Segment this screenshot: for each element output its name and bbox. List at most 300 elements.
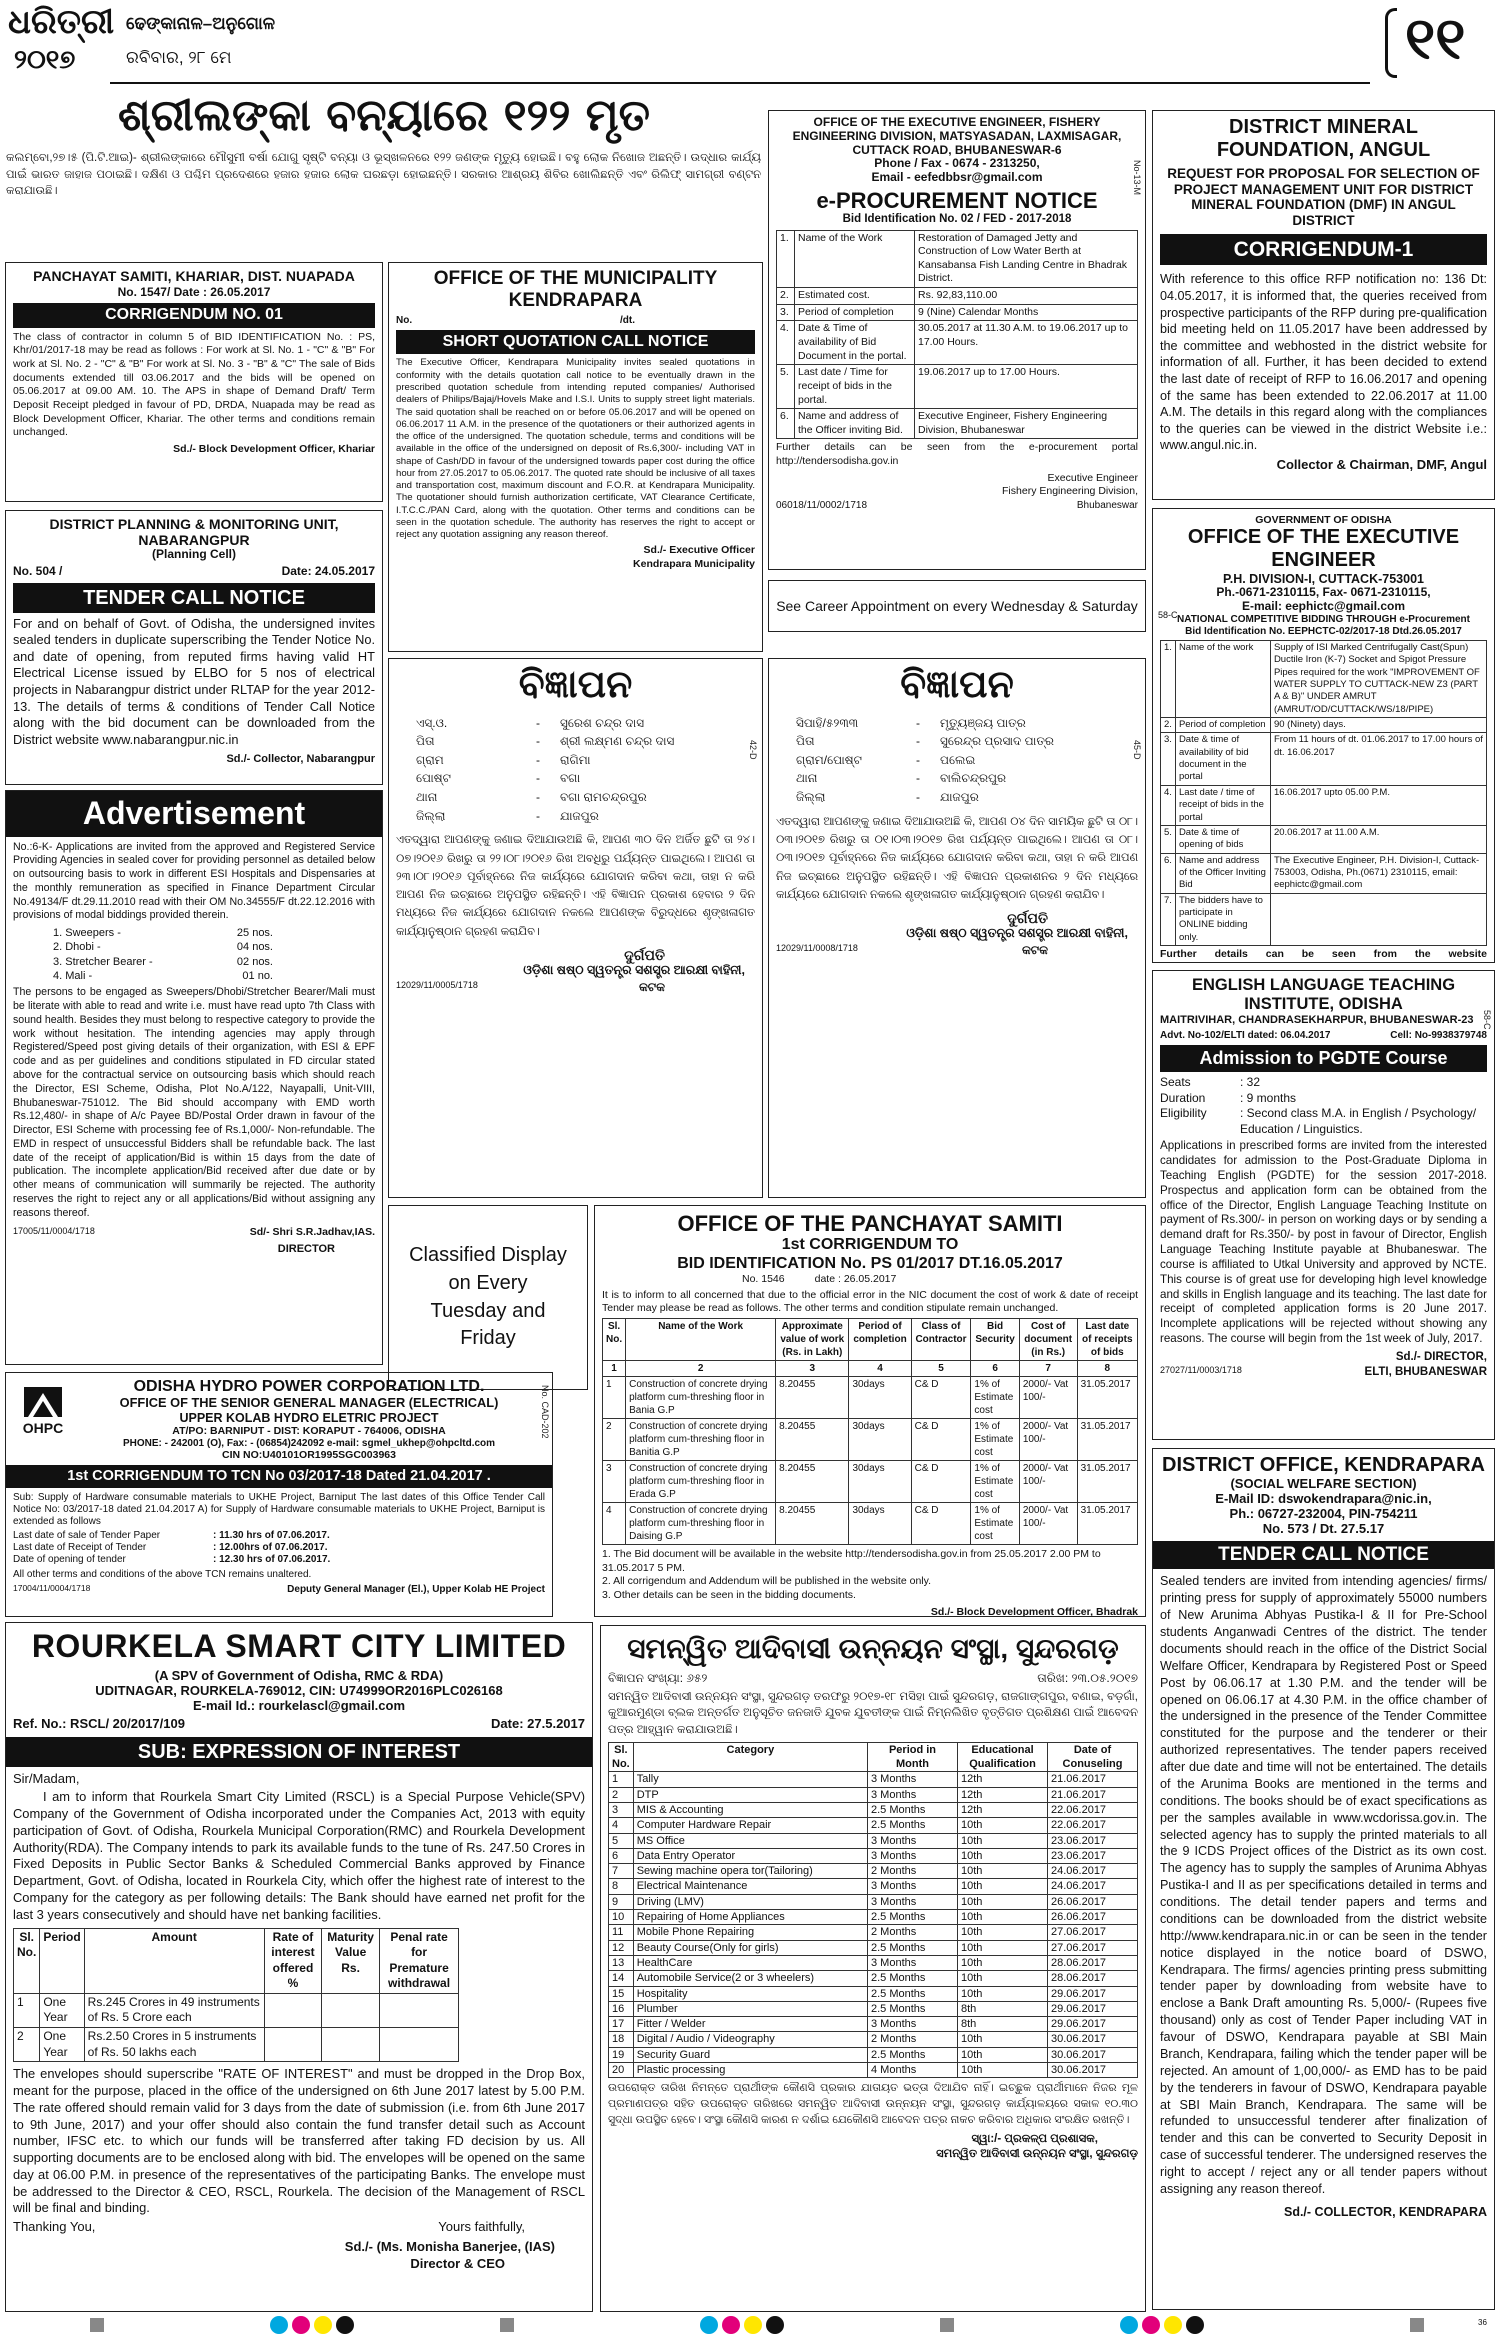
table-header-cell: Educational Qualification xyxy=(958,1742,1048,1772)
schedule-row xyxy=(13,1542,545,1554)
black-dot xyxy=(1186,2316,1204,2334)
ad-cin: CIN NO:U40101OR1995SGC003963 xyxy=(222,1449,396,1462)
ad-title: DISTRICT OFFICE, KENDRAPARA xyxy=(1162,1454,1485,1476)
table-cell: 5 xyxy=(609,1833,634,1848)
table-cell: 20.06.2017 at 11.00 A.M. xyxy=(1270,825,1486,853)
table-cell: 10th xyxy=(958,2032,1048,2047)
field-row xyxy=(416,807,755,826)
table-cell: 19 xyxy=(609,2047,634,2062)
table-row xyxy=(1161,893,1487,945)
table-row xyxy=(603,1503,1138,1545)
info-label: Duration xyxy=(1160,1090,1206,1105)
field-row xyxy=(416,788,755,807)
table-header-row xyxy=(609,1742,1138,1772)
table-row xyxy=(609,2001,1138,2016)
ad-signature: Sd./- (Ms. Monisha Banerjee, (IAS) xyxy=(344,2239,555,2255)
field-sep: - xyxy=(536,790,540,805)
table-cell: 1 xyxy=(14,1993,40,2027)
ad-address: MAITRIVIHAR, CHANDRASEKHARPUR, BHUBANESWAR-23 xyxy=(1160,1013,1474,1026)
ad-bar: TENDER CALL NOTICE xyxy=(13,583,375,613)
table-cell: 19.06.2017 up to 17.00 Hours. xyxy=(915,365,1138,409)
note-item: 1. The Bid document will be available in the website http://tendersodisha.gov.in from 25.05.2017 2.00 PM to 31.05.2017 5 PM. xyxy=(602,1548,1101,1574)
ad-table xyxy=(602,1318,1138,1545)
ad-signature: Sd./- Block Development Officer, Bhadrak xyxy=(930,1605,1138,1617)
note-item: 3. Other details can be seen in the bidding documents. xyxy=(602,1588,856,1601)
ad-email: Email - eefedbbsr@gmail.com xyxy=(871,170,1043,185)
field-value: ଶ୍ରୀ ଲକ୍ଷ୍ମଣ ଚନ୍ଦ୍ର ଦାସ xyxy=(560,734,675,749)
table-cell: 23.06.2017 xyxy=(1048,1848,1138,1863)
table-header-cell: 7 xyxy=(1019,1361,1077,1377)
ad-fishery-eprocurement xyxy=(768,110,1146,570)
table-cell: The bidders have to participate in ONLINE bidding only. xyxy=(1175,893,1270,945)
ad-subtitle: 1st CORRIGENDUM TO xyxy=(781,1236,959,1254)
table-cell: 29.06.2017 xyxy=(1048,1986,1138,2001)
table-cell: 2 xyxy=(603,1419,626,1461)
table-cell: Repairing of Home Appliances xyxy=(633,1910,867,1925)
ad-body: ସମନ୍ୱିତ ଆଦିବାସୀ ଉନ୍ନୟନ ସଂସ୍ଥା, ସୁନ୍ଦରଗଡ଼ ତରଫରୁ ୨୦୧୭-୧୮ ମସିହା ପାଇଁ ସୁନ୍ଦରଗଡ଼, ରାଜଗାଙ୍ଗପୁର, ବଣାଇ, ବଡ଼ଗାଁ, କୁଆରମୁଣ୍ଡା ବ୍ଲକ ଅନ୍ତର୍ଗତ ଅନୁସୂଚିତ ଜନଜାତି ଯୁବକ ଯୁବତୀଙ୍କ ପାଇଁ ନିମ୍ନଲିଖିତ ବୃତ୍ତିଗତ ପ୍ରଶିକ୍ଷଣ ପାଇଁ ଆବେଦନ ପତ୍ର ଆହ୍ୱାନ କରାଯାଉଅଛି। xyxy=(608,1690,1138,1737)
field-label: ଜିଲ୍ଲା xyxy=(796,790,826,805)
table-cell xyxy=(322,1993,380,2027)
table-row xyxy=(609,1802,1138,1817)
gray-swatch xyxy=(500,2318,514,2332)
table-cell: Digital / Audio / Videography xyxy=(633,2032,867,2047)
ad-signature: ଦୁର୍ଗପତି xyxy=(1007,910,1048,927)
info-label: Eligibility xyxy=(1160,1106,1207,1121)
table-header-cell: 3 xyxy=(776,1361,849,1377)
table-header-cell: Rate of interest offered % xyxy=(264,1928,322,1993)
field-sep: - xyxy=(916,715,920,730)
ad-advt-no: Advt. No-102/ELTI dated: 06.04.2017 xyxy=(1160,1029,1331,1041)
table-cell: 16.06.2017 upto 05.00 P.M. xyxy=(1270,785,1486,825)
table-row xyxy=(609,1971,1138,1986)
ad-body: Sub: Supply of Hardware consumable materials to UKHE Project, Barniput The last dates of this Office Tender Call Notice No: 03/2017-18 dated 21.04.2017 A) for Supply of Hardware consumable materials to UKHE Project, Barniput is extended as follows xyxy=(13,1491,545,1527)
table-cell: 31.05.2017 xyxy=(1077,1503,1137,1545)
field-value: ମୃତ୍ୟୁଞ୍ଜୟ ପାତ୍ର xyxy=(940,715,1026,730)
table-cell: DTP xyxy=(633,1787,867,1802)
table-header-cell: Sl. No. xyxy=(603,1319,626,1361)
field-label: ଜିଲ୍ଲା xyxy=(416,808,446,823)
ad-email: E-mail: eephictc@gmail.com xyxy=(1241,599,1406,614)
ad-address: UDITNAGAR, ROURKELA-769012, CIN: U74999OR2016PLC026168 xyxy=(95,1682,503,1698)
table-cell: 90 (Ninety) days. xyxy=(1270,718,1486,733)
magenta-dot xyxy=(292,2316,310,2334)
table-cell: 3 Months xyxy=(868,1787,958,1802)
masthead-rule xyxy=(110,82,1370,84)
ad-subtitle: (SOCIAL WELFARE SECTION) xyxy=(1230,1476,1417,1491)
table-cell: Plumber xyxy=(633,2001,867,2016)
ad-division: P.H. DIVISION-I, CUTTACK-753001 xyxy=(1223,572,1424,587)
table-cell: 10 xyxy=(609,1910,634,1925)
ad-ohpc-corrigendum xyxy=(5,1372,553,1617)
masthead xyxy=(0,0,1500,90)
ad-code: 27027/11/0003/1718 xyxy=(1160,1364,1242,1375)
field-value: ବାଲିଚନ୍ଦ୍ରପୁର xyxy=(940,771,1007,786)
ad-footer: Further details can be seen from the e-procurement portal http://tendersodisha.gov.in xyxy=(776,441,1138,468)
table-cell: 30days xyxy=(849,1461,911,1503)
table-row xyxy=(777,321,1138,365)
table-row xyxy=(777,365,1138,409)
ad-khariar-corrigendum xyxy=(5,262,383,502)
cyan-dot xyxy=(1120,2316,1138,2334)
ad-title: ସମନ୍ୱିତ ଆଦିବାସୀ ଉନ୍ନୟନ ସଂସ୍ଥା, ସୁନ୍ଦରଗଡ଼ xyxy=(627,1633,1119,1664)
year-label: ୨୦୧୭ xyxy=(14,44,76,74)
table-cell: MIS & Accounting xyxy=(633,1802,867,1817)
table-header-cell: Approximate value of work (Rs. in Lakh) xyxy=(776,1319,849,1361)
table-cell: 3. xyxy=(777,304,795,321)
news-story: କଲମ୍ବୋ,୨୭।୫ (ପି.ଟି.ଆଇ)- ଶ୍ରୀଲଙ୍କାରେ ମୌସୁମୀ ବର୍ଷା ଯୋଗୁ ସୃଷ୍ଟି ବନ୍ୟା ଓ ଭୂସ୍ଖଳନରେ ୧୨୨ ଜଣଙ୍କ ମୃତ୍ୟୁ ହୋଇଛି। ବହୁ ଲୋକ ନିଖୋଜ ଅଛନ୍ତି। ଉଦ୍ଧାର କାର୍ଯ୍ୟ ପାଇଁ ଭାରତ ଜାହାଜ ପଠାଇଛି। ଦକ୍ଷିଣ ଓ ପଶ୍ଚିମ ପ୍ରଦେଶରେ ହଜାର ହଜାର ଲୋକ ଘରଛଡ଼ା ହୋଇଛନ୍ତି। ସରକାର ଆଶ୍ରୟ ଶିବିର ଖୋଲିଛନ୍ତି ଏବଂ ରିଲିଫ୍ ସାମଗ୍ରୀ ବଣ୍ଟନ କରାଯାଉଛି। xyxy=(6,152,761,198)
table-cell: Rs.2.50 Crores in 5 instruments of Rs. 50 lakhs each xyxy=(84,2028,264,2062)
table-cell: 30days xyxy=(849,1377,911,1419)
ad-dswo-kendrapara xyxy=(1152,1448,1495,2310)
table-cell: 3 Months xyxy=(868,1894,958,1909)
schedule-label: Last date of Receipt of Tender xyxy=(13,1541,147,1553)
table-cell: 12 xyxy=(609,1940,634,1955)
ad-phone: Ph.-0671-2310115, Fax- 0671-2310115, xyxy=(1216,585,1431,600)
table-cell xyxy=(379,1993,458,2027)
table-cell: 2.5 Months xyxy=(868,1910,958,1925)
table-cell: 24.06.2017 xyxy=(1048,1864,1138,1879)
ad-fields xyxy=(416,714,755,826)
table-cell: MS Office xyxy=(633,1833,867,1848)
table-cell: 6. xyxy=(1161,853,1176,893)
table-cell: 20 xyxy=(609,2063,634,2078)
field-sep: - xyxy=(916,752,920,767)
table-cell: 8.20455 xyxy=(776,1419,849,1461)
ad-cell: (Planning Cell) xyxy=(152,547,236,562)
field-sep: - xyxy=(536,752,540,767)
ad-spv: (A SPV of Government of Odisha, RMC & RDA) xyxy=(154,1667,444,1683)
table-cell: 4. xyxy=(1161,785,1176,825)
table-row xyxy=(14,1993,459,2027)
table-cell: 31.05.2017 xyxy=(1077,1419,1137,1461)
field-value: ଯାଜପୁର xyxy=(940,790,979,805)
footer-mark: 36 xyxy=(1478,2318,1487,2327)
table-cell: C& D xyxy=(911,1503,971,1545)
table-cell: 13 xyxy=(609,1955,634,1970)
ad-rourkela-smart-city xyxy=(5,1622,593,2312)
table-header-cell: 2 xyxy=(626,1361,776,1377)
ad-ref-no: No. 504 / xyxy=(13,563,63,578)
ad-yours: Yours faithfully, xyxy=(438,2219,525,2235)
table-cell: 18 xyxy=(609,2032,634,2047)
table-cell: 23.06.2017 xyxy=(1048,1833,1138,1848)
table-header-cell: Last date of receipts of bids xyxy=(1077,1319,1137,1361)
table-cell: 5. xyxy=(1161,825,1176,853)
ad-body: The class of contractor in column 5 of BID IDENTIFICATION No. : PS, Khr/01/2017-18 may be read as follows : For work at Sl. No. 1 - "C" & "B" For work at Sl. No. 2 - "C" & "B" For work at Sl. No. 3 - "B" & "C" The sale of Bids documents extended till 03.06.2017 and the bids will be opened on 05.06.2017 at 09.00 AM. 10. The APS in shape of Demand Draft/ Term Deposit Receipt pledged in favour of PD, DRDA, Nuapada may be read as Block Development Officer, Khariar. The other terms and conditions remain unchanged. xyxy=(13,330,375,439)
ad-bar: CORRIGENDUM-1 xyxy=(1160,234,1487,265)
info-row xyxy=(1160,1091,1487,1107)
table-cell: 2.5 Months xyxy=(868,2001,958,2016)
table-cell: 2.5 Months xyxy=(868,1818,958,1833)
table-cell: Construction of concrete drying platform cum-threshing floor in Daising G.P xyxy=(626,1503,776,1545)
table-cell xyxy=(264,1993,322,2027)
table-cell: Name of the work xyxy=(1175,641,1270,718)
ad-signature-title: Director & CEO xyxy=(410,2255,505,2271)
table-cell: 21.06.2017 xyxy=(1048,1772,1138,1787)
ad-cell-no: Cell: No-9938379748 xyxy=(1390,1029,1487,1041)
ad-code: 06018/11/0002/1718 xyxy=(776,500,868,512)
table-row xyxy=(609,1894,1138,1909)
ad-heading: e-PROCUREMENT NOTICE xyxy=(816,187,1098,213)
ad-signature-office: ELTI, BHUBANESWAR xyxy=(1364,1365,1487,1378)
ad-signature-city: କଟକ xyxy=(638,979,665,994)
table-cell: Data Entry Operator xyxy=(633,1848,867,1863)
table-cell: 10th xyxy=(958,1955,1048,1970)
table-row xyxy=(777,230,1138,288)
table-row xyxy=(777,288,1138,305)
table-cell: Construction of concrete drying platform cum-threshing floor in Bania G.P xyxy=(626,1377,776,1419)
post-name: 3. Stretcher Bearer - xyxy=(53,955,153,968)
field-label: ଏସ୍.ଓ. xyxy=(416,715,448,730)
table-cell: 28.06.2017 xyxy=(1048,1971,1138,1986)
ad-ref: No. 1547/ Date : 26.05.2017 xyxy=(117,285,271,300)
post-name: 4. Mali - xyxy=(53,970,93,983)
table-cell: Name and address of the Officer Inviting Bid xyxy=(1175,853,1270,893)
ad-bar: 1st CORRIGENDUM TO TCN No 03/2017-18 Dated 21.04.2017 . xyxy=(6,1465,552,1488)
table-cell: Construction of concrete drying platform cum-threshing floor in Erada G.P xyxy=(626,1461,776,1503)
table-cell: 1. xyxy=(777,230,795,288)
table-cell: 27.06.2017 xyxy=(1048,1925,1138,1940)
ad-signature: ଦୁର୍ଗପତି xyxy=(624,947,665,964)
ad-signature-city: କଟକ xyxy=(1021,942,1048,957)
ad-ref-no: Ref. No.: RSCL/ 20/2017/109 xyxy=(13,1715,185,1731)
table-cell: 7. xyxy=(1161,893,1176,945)
ohpc-side-code: No. CAD-202 xyxy=(540,1385,550,1439)
field-value: ଯାଜପୁର xyxy=(560,808,599,823)
table-cell: 9 (Nine) Calendar Months xyxy=(915,304,1138,321)
ad-body: It is to inform to all concerned that due to the official error in the NIC document the cost of work & date of receipt Tender may please be read as follows. The other terms and condition stipulate remain unchanged. xyxy=(602,1288,1138,1315)
table-cell: Rs.245 Crores in 49 instruments of Rs. 5 Crore each xyxy=(84,1993,264,2027)
table-cell: 3 Months xyxy=(868,1879,958,1894)
ph-side-code: 58-C xyxy=(1158,610,1178,620)
field-label: ଗ୍ରାମ xyxy=(416,752,444,767)
table-cell: 3 Months xyxy=(868,2017,958,2032)
table-cell: Mobile Phone Repairing xyxy=(633,1925,867,1940)
table-cell: 22.06.2017 xyxy=(1048,1818,1138,1833)
ad-schedule xyxy=(13,1530,545,1566)
ad-body: Sealed tenders are invited from intending agencies/ firms/ printing press for supply of approximately 55000 numbers of New Arunima Abhyas Pustika-I & II for Pre-School students Anganwadi Centres of the district. The tender documents should reach in the office of the District Social Welfare Officer, Kendrapara by Registered Post or Speed Post by 06.06.17 at 1.30 P.M. and the tender will be opened on 06.06.17 at 4.30 P.M. in the office chamber of the undersigned in the presence of the Tender Committee constituted for the purpose and the tenderer or their authorized representatives. The tender papers received after due date and time will not be entertained. The details of the Arunima Books are mentioned in the terms and conditions. The books should be of exact specifications as per the samples available in www.wcdorissa.gov.in. The selected agency has to supply the printed materials to all the 9 ICDS Project offices of the District as its own cost. The agency has to supply the samples of Arunima Abhyas Pustika-I and II as per specifications detailed in terms and conditions. The detail tender papers and terms and conditions can be downloaded from the district website http://www.kendrapara.nic.in or can be seen in the tender notice displayed in the notice board of DSWO, Kendrapara. The firms/ agencies printing press submitting tender paper by downloading from website have to enclose a Bank Draft amounting Rs. 5,000/- (Rupees five thousand) only as cost of Tender Paper including VAT in favour of DSWO, Kendrapara payable at SBI Main Branch, Kendrapara, failing which the tender paper will be rejected. An amount of 1,00,000/- as EMD has to be paid by the tenderers in favour of DSWO, Kendrapara payable at SBI Main Branch, Kendrapara. The same will be refunded to unsuccessful tenderer after finalization of tender and this can be converted to Security Deposit in case of successful tenderer. The undersigned reserves the right to accept / reject any or all tender papers without assigning any reason thereof. xyxy=(1160,1574,1487,2196)
ad-code: 12029/11/0008/1718 xyxy=(776,942,858,953)
table-header-cell: Amount xyxy=(84,1928,264,1993)
magenta-dot xyxy=(1142,2316,1160,2334)
table-cell: 31.05.2017 xyxy=(1077,1461,1137,1503)
gray-swatch xyxy=(940,2318,954,2332)
table-cell: 10th xyxy=(958,1971,1048,1986)
table-cell: 1% of Estimate cost xyxy=(971,1419,1019,1461)
table-cell: 6. xyxy=(777,409,795,439)
ad-signature-org: ଓଡ଼ିଶା ଷଷ୍ଠ ସ୍ୱତନ୍ତ୍ର ସଶସ୍ତ୍ର ଆରକ୍ଷୀ ବାହିନୀ, xyxy=(906,926,1128,941)
ad-signature: Sd./- Block Development Officer, Khariar xyxy=(173,442,375,455)
table-cell: 2 xyxy=(609,1787,634,1802)
table-header-cell: 5 xyxy=(911,1361,971,1377)
ad-phone: PHONE: - 242001 (O), Fax: - (06854)242092 e-mail: sgmel_ukhep@ohpcltd.com xyxy=(122,1437,496,1449)
ad-body: No.:6-K- Applications are invited from the approved and Registered Service Providing Agencies in sealed cover for providing personnel as detailed below on outsourcing basis to work in different ESI Hospitals and Dispensaries at the monthly remuneration as specified in Finance Department Circular No.49134/F dt.29.11.2010 read with their OM No.34555/F dt.22.12.2016 with provisions of modal biddings provided therein. xyxy=(13,840,375,922)
field-row xyxy=(416,732,755,751)
table-cell: C& D xyxy=(911,1419,971,1461)
ad-gov: GOVERNMENT OF ODISHA xyxy=(1255,514,1392,526)
post-name: 2. Dhobi - xyxy=(53,941,101,954)
post-row xyxy=(53,926,273,940)
field-label: ଥାନା xyxy=(416,790,438,805)
ad-body: For and on behalf of Govt. of Odisha, the undersigned invites sealed tenders in duplicate superscribing the Tender Notice No. and date of opening, from reputed firms having valid HT Electrical License issued by ELBO for 5 nos of electrical projects in Nabarangpur district under RLTAP for the year 2012-13. The details of terms & conditions of Tender Call Notice along with the bid document can be downloaded from the District website www.nabarangpur.nic.in xyxy=(13,615,375,747)
table-cell: 2000/- Vat 100/- xyxy=(1019,1419,1077,1461)
elti-side-code: 58-C xyxy=(1482,1010,1492,1030)
info-value: : 32 xyxy=(1240,1074,1261,1089)
table-cell: One Year xyxy=(40,1993,84,2027)
field-row xyxy=(416,714,755,733)
table-cell: 30.06.2017 xyxy=(1048,2047,1138,2062)
career-strip: See Career Appointment on every Wednesday & Saturday xyxy=(768,580,1146,632)
table-cell: 28.06.2017 xyxy=(1048,1955,1138,1970)
table-cell: 10th xyxy=(958,1818,1048,1833)
table-cell: 16 xyxy=(609,2001,634,2016)
classified-display-notice: Classified Display on Every Tuesday and Friday xyxy=(388,1205,588,1390)
table-cell: 1 xyxy=(609,1772,634,1787)
field-sep: - xyxy=(916,790,920,805)
ad-signature: Deputy General Manager (El.), Upper Kolab HE Project xyxy=(287,1583,545,1595)
table-cell: 8 xyxy=(609,1879,634,1894)
table-row xyxy=(777,409,1138,439)
table-cell: 3 xyxy=(609,1802,634,1817)
table-header-cell: Period xyxy=(40,1928,84,1993)
table-cell: Rs. 92,83,110.00 xyxy=(915,288,1138,305)
table-cell xyxy=(1270,893,1486,945)
table-cell: 1% of Estimate cost xyxy=(971,1377,1019,1419)
field-value: ବଗା xyxy=(560,771,581,786)
table-header-cell: Maturity Value Rs. xyxy=(322,1928,380,1993)
ad-ref-date: ତାରିଖ: ୨୩.୦୫.୨୦୧୭ xyxy=(1037,1671,1138,1686)
table-cell: 24.06.2017 xyxy=(1048,1879,1138,1894)
table-header-cell: 6 xyxy=(971,1361,1019,1377)
date-label: ରବିବାର, ୨୮ ମେ xyxy=(126,48,232,67)
ad-phone: Phone / Fax - 0674 - 2313250, xyxy=(874,156,1040,171)
ad-body-2: The persons to be engaged as Sweepers/Dhobi/Stretcher Bearer/Mali must be literate with able to read and write i.e. must have read upto 7th Class with sound health. Besides they must belong to respective category to provide the work without hesitation. The intending agencies may apply through Registered/Speed post giving details of their organization, with ESI & EPF code and as per guidelines and conditions stipulated in FD circular stated above for the contractual service on outsourcing basis which should reach the Director, ESI Scheme, Odisha, Plot No.A/122, Nayapalli, Unit-VIII, Bhubaneswar-751012. The Bid should accompany with EMD worth Rs.12,480/- in shape of A/c Payee BD/Postal Order drawn in favour of the Director, ESI Scheme with processing fee of Rs.1,000/- Non-refundable. The EMD in respect of unsuccessful Bidders shall be refundable back. The last date of the receipt of application/Bid is within 15 days from the date of publication. The incomplete application/Bid received after due date or by other means of communication will summarily be rejected. The authority reserves the right to reject any or all applications/Bid without assigning any reasons thereof. xyxy=(13,986,375,1219)
table-cell: Supply of ISI Marked Centrifugally Cast(Spun) Ductile Iron (K-7) Socket and Spigot Pressure Pipes required for the work "IMPROVEMENT OF WATER SUPPLY TO CUTTACK-NEW Z3 (PART A & B)" UNDER AMRUT (AMRUT/OD/CUTTACK/WS/18/PIPE) xyxy=(1270,641,1486,718)
ad-dmf-angul xyxy=(1152,110,1495,500)
field-sep: - xyxy=(916,734,920,749)
ad-body: With reference to this office RFP notification no: 136 Dt: 04.05.2017, it is informed that, the queries received from prospective participants of the RFP during pre-qualification bid meeting held on 11.05.2017 have been addressed by the committee and webhosted in the district website for information of all. Further, it has been decided to extend the last date of receipt of RFP to 16.06.2017 and opening of the same has been extended to 22.06.2017 at 11.00 A.M. The details in this regard along with the compliances to the queries can be viewed in the district Website i.e.: www.angul.nic.in. xyxy=(1160,272,1487,453)
table-cell: 8.20455 xyxy=(776,1377,849,1419)
page-number: ୧୧ xyxy=(1405,4,1466,72)
table-cell: 30.05.2017 at 11.30 A.M. to 19.06.2017 up to 17.00 Hours. xyxy=(915,321,1138,365)
table-cell: 30.06.2017 xyxy=(1048,2063,1138,2078)
ad-body: ଏତଦ୍ୱାରା ଆପଣଙ୍କୁ ଜଣାଇ ଦିଆଯାଉଅଛି କି, ଆପଣ ୦୪ ଦିନ ସାମୟିକ ଛୁଟି ତା ୦୮।୦୩।୨୦୧୭ ରିଖରୁ ତା ୦୧।୦୩।୨୦୧୭ ରିଖ ପର୍ଯ୍ୟନ୍ତ ପାଇଥିଲେ। ଆପଣ ତା ୦୮।୦୩।୨୦୧୭ ପୂର୍ବାହ୍ନରେ ନିଜ କାର୍ଯ୍ୟରେ ଯୋଗଦାନ କରିବା କଥା, ତାହା ନ କରି ଆପଣ ନିଜ ଇଚ୍ଛାରେ ଅନୁପସ୍ଥିତ ରହିଛନ୍ତି। ଏହି ବିଜ୍ଞାପନ ପ୍ରକାଶନର ୨ ଦିନ ମଧ୍ୟରେ କାର୍ଯ୍ୟରେ ଯୋଗଦାନ ନକଲେ ଶୃଙ୍ଖଳାଗତ କାର୍ଯ୍ୟାନୁଷ୍ଠାନ ଗ୍ରହଣ କରାଯିବ। xyxy=(776,815,1138,901)
ad-thanks: Thanking You, xyxy=(13,2219,96,2235)
ad-ref-date: Date: 27.5.2017 xyxy=(491,1715,585,1731)
table-cell: 1% of Estimate cost xyxy=(971,1461,1019,1503)
ad-salutation: Sir/Madam, xyxy=(13,1770,80,1786)
ad-signature: ସ୍ୱା:/- ପ୍ରକଳ୍ପ ପ୍ରଶାସକ, xyxy=(971,2133,1098,2146)
field-row xyxy=(796,751,1138,770)
table-cell: Date & time of availability of bid document in the portal xyxy=(1175,733,1270,785)
table-cell: Beauty Course(Only for girls) xyxy=(633,1940,867,1955)
ad-title: ROURKELA SMART CITY LIMITED xyxy=(31,1628,567,1664)
ad-ref-no: No. xyxy=(396,314,413,326)
table-cell: 2 Months xyxy=(868,1864,958,1879)
ad-signature: Sd./- DIRECTOR, xyxy=(1395,1350,1487,1363)
table-row xyxy=(603,1461,1138,1503)
field-value: ସୁରେନ୍ଦ୍ର ପ୍ରସାଦ ପାତ୍ର xyxy=(940,734,1054,749)
ad-signature-office: Kendrapara Municipality xyxy=(633,558,755,571)
table-cell: Plastic processing xyxy=(633,2063,867,2078)
table-row xyxy=(603,1419,1138,1461)
note-item: 2. All corrigendum and Addendum will be published in the website only. xyxy=(602,1575,932,1588)
table-cell: Hospitality xyxy=(633,1986,867,2001)
table-cell: 17 xyxy=(609,2017,634,2032)
info-row xyxy=(1160,1075,1487,1091)
ad-email: E-Mail ID: dswokendrapara@nic.in, xyxy=(1215,1490,1432,1506)
ad-itda-sundargarh xyxy=(600,1625,1146,2312)
table-cell: 10th xyxy=(958,1940,1048,1955)
table-header-cell: 1 xyxy=(603,1361,626,1377)
table-cell: One Year xyxy=(40,2028,84,2062)
table-cell: 26.06.2017 xyxy=(1048,1910,1138,1925)
table-cell: 26.06.2017 xyxy=(1048,1894,1138,1909)
ad-body-2: The envelopes should superscribe "RATE OF INTEREST" and must be dropped in the Drop Box, meant for the purpose, placed in the office of the undersigned on 6th June 2017 latest by 5.00 P.M. The rate offered should remain valid for 3 days from the date of submission (i.e. from 6th June 2017 to 9th June, 2017) and your offer should also contain the fund transfer detail such as Account number, IFSC etc. to which our funds will be transferred after taking FD decision by us. All supporting documents are to be enclosed along with bid. The envelopes will be opened on the same day at 06.00 P.M. in presence of the representatives of the participating Banks. The envelope must be addressed to the Director & CEO, RSCL, Rourkela. The decision of the Management of RSCL will be final and binding. xyxy=(13,2066,585,2216)
field-value: ରାଗିମା xyxy=(560,752,591,767)
table-cell: 4 xyxy=(609,1818,634,1833)
table-cell: 12th xyxy=(958,1787,1048,1802)
ad-ref-date: Date: 24.05.2017 xyxy=(281,563,375,578)
table-cell: 8th xyxy=(958,2001,1048,2016)
table-row xyxy=(1161,853,1487,893)
ad-title: ବିଜ୍ଞାପନ xyxy=(900,664,1014,706)
field-sep: - xyxy=(536,715,540,730)
table-cell: 2.5 Months xyxy=(868,2047,958,2062)
table-row xyxy=(609,1848,1138,1863)
table-cell: 10th xyxy=(958,1833,1048,1848)
schedule-row xyxy=(13,1554,545,1566)
ad-title: OFFICE OF THE EXECUTIVE ENGINEER xyxy=(1187,526,1460,572)
ad-code: 17005/11/0004/1718 xyxy=(13,1226,95,1237)
ad-signature: Executive Engineer xyxy=(1047,471,1138,484)
table-cell: From 11 hours of dt. 01.06.2017 to 17.00 hours of dt. 16.06.2017 xyxy=(1270,733,1486,785)
table-row xyxy=(777,304,1138,321)
ohpc-logo xyxy=(14,1381,72,1439)
ad-title: ENGLISH LANGUAGE TEACHING INSTITUTE, ODISHA xyxy=(1191,976,1456,1013)
table-cell: Name of the Work xyxy=(795,230,915,288)
field-row xyxy=(416,751,755,770)
table-cell: 2.5 Months xyxy=(868,1940,958,1955)
info-value: : Second class M.A. in English / Psychology/ Education / Linguistics. xyxy=(1240,1106,1477,1136)
ad-info xyxy=(1160,1075,1487,1137)
ad-kendrapara-municipality xyxy=(388,262,763,652)
table-cell: 3 Months xyxy=(868,1848,958,1863)
table-cell xyxy=(379,2028,458,2062)
ad-vigyapan-2 xyxy=(768,658,1146,1198)
ad-body: Applications in prescribed forms are invited from the interested candidates for admission to the Post-Graduate Diploma in Teaching English (PGDTE) for the session 2017-2018. Prospectus and application form can be obtained from the office of the Director, English Language Teaching Institute on payment of Rs.300/- in person on working days or by sending a demand draft for Rs.350/- by post in favour of Director, English Language Teaching Institute payable at Bhubaneswar. The course is affiliated to Utkal University and approved by NCTE. This course is of great use for developing high level knowledge and skills in English language and its teaching. The last date for receipt of completed application forms is 20 June 2017. Incomplete applications will be rejected without showing any reasons. The course will begin from the 1st week of July, 2017. xyxy=(1160,1139,1487,1346)
field-label: ସିପାହି/୫୨୩୩ xyxy=(796,715,859,730)
page-number-bracket xyxy=(1385,8,1397,78)
ad-subtitle: REQUEST FOR PROPOSAL FOR SELECTION OF PROJECT MANAGEMENT UNIT FOR DISTRICT MINERAL FOUNDATION (DMF) IN ANGUL DISTRICT xyxy=(1167,166,1480,228)
table-row xyxy=(609,1772,1138,1787)
info-row xyxy=(1160,1106,1487,1137)
post-row xyxy=(53,969,273,983)
table-cell: C& D xyxy=(911,1377,971,1419)
table-cell: 7 xyxy=(609,1864,634,1879)
table-row xyxy=(609,1818,1138,1833)
vigyapan1-side-code: 42-D xyxy=(748,740,758,760)
black-dot xyxy=(336,2316,354,2334)
ad-bhadrak-corrigendum xyxy=(594,1205,1146,1617)
table-cell: 10th xyxy=(958,2063,1048,2078)
ad-fields xyxy=(796,714,1138,807)
table-cell: Last date / Time for receipt of bids in the portal. xyxy=(795,365,915,409)
ad-signature: Sd./- Executive Officer xyxy=(643,544,755,557)
table-cell: Name and address of the Officer inviting Bid. xyxy=(795,409,915,439)
ad-body: The Executive Officer, Kendrapara Municipality invites sealed quotations in conformity with the details quotation call notice to be eventually drawn in the prescribed quotation schedule from intending reputed companies/ Authorised dealers of Philips/Bajaj/Hovels Make and I.S.I. Units to supply street light materials. The said quotation shall be reached on or before 05.06.2017 and will be opened on 06.06.2017 11 A.M. in the presence of the quotationers or their authorized agents in the office of the undersigned. The quotation schedule, terms and conditions will be available in the office of the undersigned on deposit of Rs.6,300/- including VAT in shape of Cash/DD in favour of the undersigned towards paper cost during the office hour from 27.05.2017 to 05.06.2017. The quoted rate should be inclusive of all taxes and transportation cost, maximum discount and F.O.R. at Kendrapara Municipality. The quotationer should furnish authorization certificate, VAT Clearance Certificate, I.T.C.C./PAN Card, along with the quotation. Other terms and conditions can be seen in the quotation schedule. The authority has reserves the right to accept or reject any quotation assigning any reason thereof. xyxy=(396,357,755,541)
field-row xyxy=(796,714,1138,733)
